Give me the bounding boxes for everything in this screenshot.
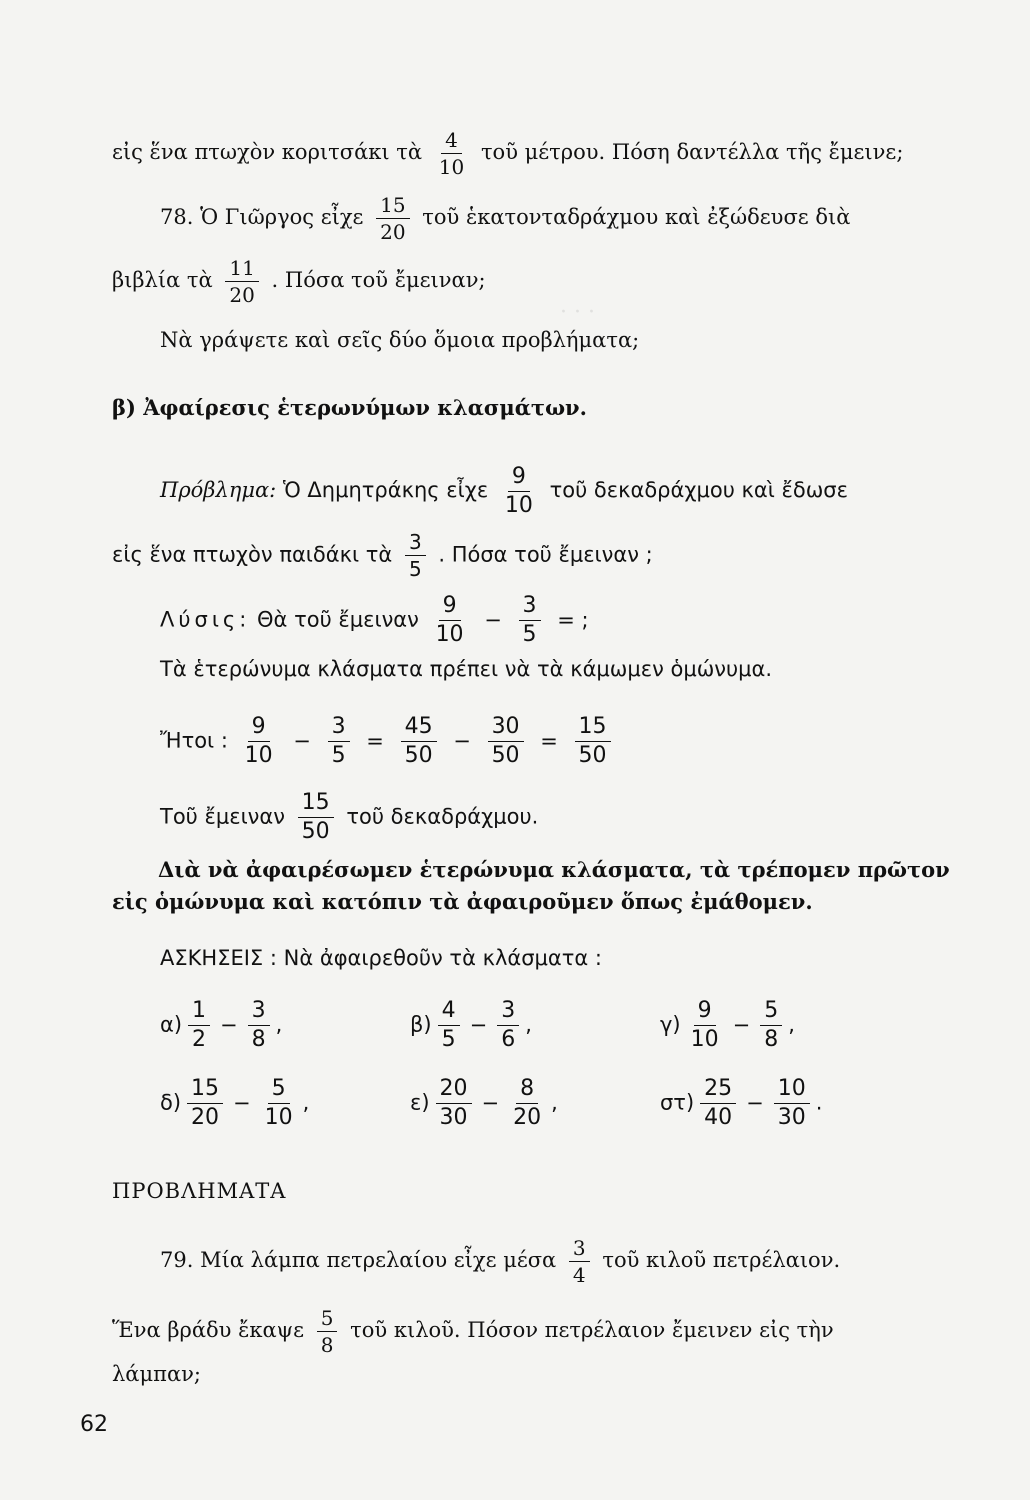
fraction: $\frac{5}{8}$ (317, 1308, 338, 1355)
exercise-label: στ) (660, 1090, 695, 1115)
fraction: $\frac{9}{10}$ (435, 593, 464, 647)
fraction: $\frac{3}{8}$ (248, 1000, 270, 1051)
equation-label: Ἤτοι : (160, 728, 228, 753)
problem-79-line-1: 79. Μία λάμπα πετρελαίου εἶχε μέσα $\frac{3}{4}$ τοῦ κιλοῦ πετρέλαιον. (160, 1236, 841, 1287)
exercise-item (660, 1000, 910, 1051)
exercise-end: . (815, 1090, 823, 1115)
exercise-item (410, 1000, 660, 1051)
fraction: $\frac{45}{50}$ (401, 716, 437, 767)
explanation-line: Τὰ ἑτερώνυμα κλάσματα πρέπει νὰ τὰ κάμωμεν ὁμώνυμα. (160, 657, 773, 681)
page-number: 62 (80, 1412, 108, 1437)
problem-78-line-3: Νὰ γράψετε καὶ σεῖς δύο ὅμοια προβλήματα; (160, 328, 640, 352)
fraction: $\frac{15}{50}$ (575, 716, 611, 767)
exercise-label: γ) (660, 1012, 681, 1037)
exercise-end: , (302, 1090, 310, 1115)
minus-sign: − (732, 1012, 751, 1037)
exercise-label: δ) (160, 1090, 182, 1115)
minus-sign: − (220, 1012, 238, 1037)
fraction: $\frac{20}{30}$ (436, 1078, 472, 1129)
exercise-label: α) (160, 1012, 183, 1037)
exercise-item (160, 1000, 410, 1051)
intro-line (112, 130, 903, 177)
fraction: $\frac{1}{2}$ (188, 1000, 210, 1051)
exercise-label: β) (410, 1012, 432, 1037)
fraction: $\frac{8}{20}$ (513, 1076, 542, 1130)
fraction: $\frac{9}{10}$ (690, 998, 719, 1052)
problem-line-1: Πρόβλημα: Ὁ Δημητράκης εἶχε $\frac{9}{10}$ τοῦ δεκαδράχμου καὶ ἔδωσε (160, 464, 848, 518)
exercises-row-2 (160, 1078, 910, 1129)
exercise-item (160, 1078, 410, 1129)
fraction: $\frac{15}{20}$ (376, 195, 409, 242)
fraction: $\frac{3}{6}$ (497, 1000, 519, 1051)
problem-79-line-3: λάμπαν; (112, 1362, 201, 1386)
fraction: $\frac{5}{10}$ (264, 1076, 293, 1130)
minus-sign: − (481, 1090, 500, 1115)
fraction: $\frac{3}{5}$ (328, 716, 350, 767)
rule-line-2: εἰς ὁμώνυμα καὶ κατόπιν τὰ ἀφαιροῦμεν ὅπως ἐμάθομεν. (112, 889, 813, 914)
exercise-end: , (788, 1012, 795, 1037)
intro-text: εἰς ἕνα πτωχὸν κοριτσάκι τὰ (112, 140, 423, 164)
problem-78-line-1: 78. Ὁ Γιῶργος εἶχε $\frac{15}{20}$ τοῦ ἑκατονταδράχμου καὶ ἐξώδευσε διὰ (160, 193, 851, 244)
fraction: $\frac{15}{20}$ (187, 1078, 223, 1129)
fraction: $\frac{30}{50}$ (488, 716, 524, 767)
equation-line: Ἤτοι : $\frac{9}{10}$ − $\frac{3}{5}$ = $\frac{45}{50}$ − $\frac{30}{50}$ = $\frac{15}{50}$ (160, 716, 617, 767)
intro-text: τοῦ μέτρου. Πόση δαντέλλα τῆς ἔμεινε; (480, 140, 904, 164)
exercise-label: ε) (410, 1090, 430, 1115)
fraction: $\frac{3}{4}$ (569, 1238, 590, 1285)
fraction: $\frac{9}{10}$ (504, 464, 533, 518)
bleed-through-text: · · · (560, 300, 595, 325)
solution-line: Λύσις: Θὰ τοῦ ἔμειναν $\frac{9}{10}$ − $\frac{3}{5}$ = ; (160, 593, 589, 647)
problems-heading: ΠΡΟΒΛΗΜΑΤΑ (112, 1179, 287, 1203)
rule-line-1: Διὰ νὰ ἀφαιρέσωμεν ἑτερώνυμα κλάσματα, τὰ τρέπομεν πρῶτον (158, 857, 950, 882)
problem-78-line-2: βιβλία τὰ $\frac{11}{20}$ . Πόσα τοῦ ἔμειναν; (112, 256, 486, 307)
exercise-end: , (275, 1012, 283, 1037)
fraction: $\frac{4}{10}$ (438, 128, 465, 179)
result-line: Τοῦ ἔμειναν $\frac{15}{50}$ τοῦ δεκαδράχμου. (160, 790, 539, 844)
fraction: $\frac{25}{40}$ (700, 1078, 736, 1129)
problem-line-2: εἰς ἕνα πτωχὸν παιδάκι τὰ $\frac{3}{5}$ . Πόσα τοῦ ἔμειναν ; (112, 530, 653, 581)
exercises-heading: ΑΣΚΗΣΕΙΣ : Νὰ ἀφαιρεθοῦν τὰ κλάσματα : (160, 946, 602, 970)
exercise-end: , (525, 1012, 532, 1037)
fraction: $\frac{9}{10}$ (244, 714, 273, 768)
minus-sign: − (233, 1090, 251, 1115)
fraction: $\frac{3}{5}$ (405, 532, 426, 579)
fraction: $\frac{4}{5}$ (438, 1000, 460, 1051)
solution-label: Λύσις: (160, 607, 251, 632)
problem-label: Πρόβλημα: (160, 478, 277, 502)
section-heading: β) Ἀφαίρεσις ἑτερωνύμων κλασμάτων. (112, 395, 587, 420)
fraction: $\frac{10}{30}$ (774, 1078, 810, 1129)
minus-sign: − (469, 1012, 488, 1037)
exercise-item (410, 1078, 660, 1129)
fraction: $\frac{5}{8}$ (760, 1000, 782, 1051)
minus-sign: − (746, 1090, 764, 1115)
exercise-item (660, 1078, 910, 1129)
fraction: $\frac{11}{20}$ (225, 258, 258, 305)
fraction: $\frac{3}{5}$ (519, 595, 541, 646)
problem-79-line-2: Ἕνα βράδυ ἔκαψε $\frac{5}{8}$ τοῦ κιλοῦ. Πόσον πετρέλαιον ἔμεινεν εἰς τὴν (112, 1306, 834, 1357)
exercises-row-1 (160, 1000, 910, 1051)
fraction: $\frac{15}{50}$ (298, 792, 334, 843)
exercise-end: , (551, 1090, 558, 1115)
